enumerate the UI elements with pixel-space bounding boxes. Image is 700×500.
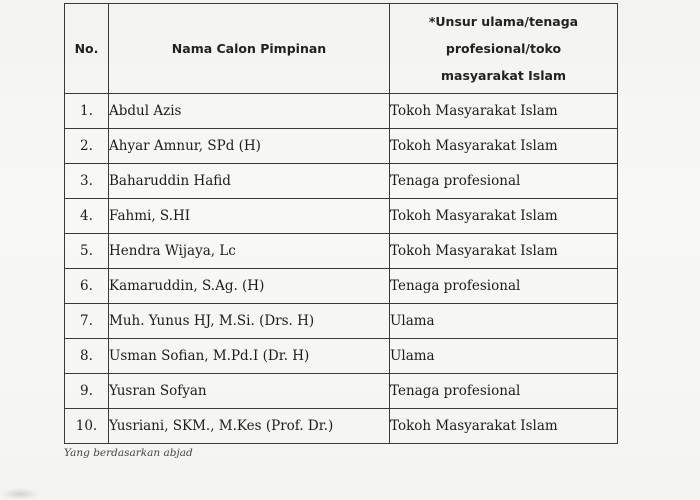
candidate-unsur: Ulama (390, 304, 618, 339)
row-number: 10. (65, 409, 109, 444)
table-row (65, 304, 618, 339)
table-row (65, 164, 618, 199)
candidate-name: Fahmi, S.HI (109, 199, 390, 234)
candidate-unsur: Tokoh Masyarakat Islam (390, 409, 618, 444)
table-row (65, 339, 618, 374)
table-row (65, 94, 618, 129)
table-row (65, 269, 618, 304)
header-unsur-line: masyarakat Islam (441, 68, 566, 83)
candidate-unsur: Tenaga profesional (390, 164, 618, 199)
candidate-table (64, 3, 618, 444)
table-header-row (65, 4, 618, 94)
candidate-unsur: Tenaga profesional (390, 374, 618, 409)
candidate-name: Muh. Yunus HJ, M.Si. (Drs. H) (109, 304, 390, 339)
candidate-unsur: Tokoh Masyarakat Islam (390, 199, 618, 234)
scan-smudge (0, 488, 40, 500)
row-number: 3. (65, 164, 109, 199)
candidate-name: Usman Sofian, M.Pd.I (Dr. H) (109, 339, 390, 374)
candidate-unsur: Tokoh Masyarakat Islam (390, 234, 618, 269)
row-number: 7. (65, 304, 109, 339)
candidate-name: Kamaruddin, S.Ag. (H) (109, 269, 390, 304)
header-no: No. (65, 4, 109, 94)
table-row (65, 199, 618, 234)
row-number: 4. (65, 199, 109, 234)
table-row (65, 374, 618, 409)
row-number: 9. (65, 374, 109, 409)
row-number: 2. (65, 129, 109, 164)
candidate-name: Yusran Sofyan (109, 374, 390, 409)
candidate-name: Ahyar Amnur, SPd (H) (109, 129, 390, 164)
table-row (65, 409, 618, 444)
candidate-unsur: Tokoh Masyarakat Islam (390, 129, 618, 164)
row-number: 8. (65, 339, 109, 374)
table-row (65, 129, 618, 164)
header-unsur-line: profesional/toko (445, 41, 562, 56)
footnote: Yang berdasarkan abjad (64, 447, 193, 459)
candidate-name: Baharuddin Hafid (109, 164, 390, 199)
candidate-unsur: Tokoh Masyarakat Islam (390, 94, 618, 129)
header-candidate-name: Nama Calon Pimpinan (109, 4, 390, 94)
candidate-name: Abdul Azis (109, 94, 390, 129)
candidate-name: Hendra Wijaya, Lc (109, 234, 390, 269)
header-unsur (390, 4, 618, 94)
candidate-unsur: Tenaga profesional (390, 269, 618, 304)
row-number: 6. (65, 269, 109, 304)
header-unsur-line: *Unsur ulama/tenaga (428, 14, 579, 29)
row-number: 1. (65, 94, 109, 129)
candidate-name: Yusriani, SKM., M.Kes (Prof. Dr.) (109, 409, 390, 444)
table-row (65, 234, 618, 269)
candidate-unsur: Ulama (390, 339, 618, 374)
row-number: 5. (65, 234, 109, 269)
